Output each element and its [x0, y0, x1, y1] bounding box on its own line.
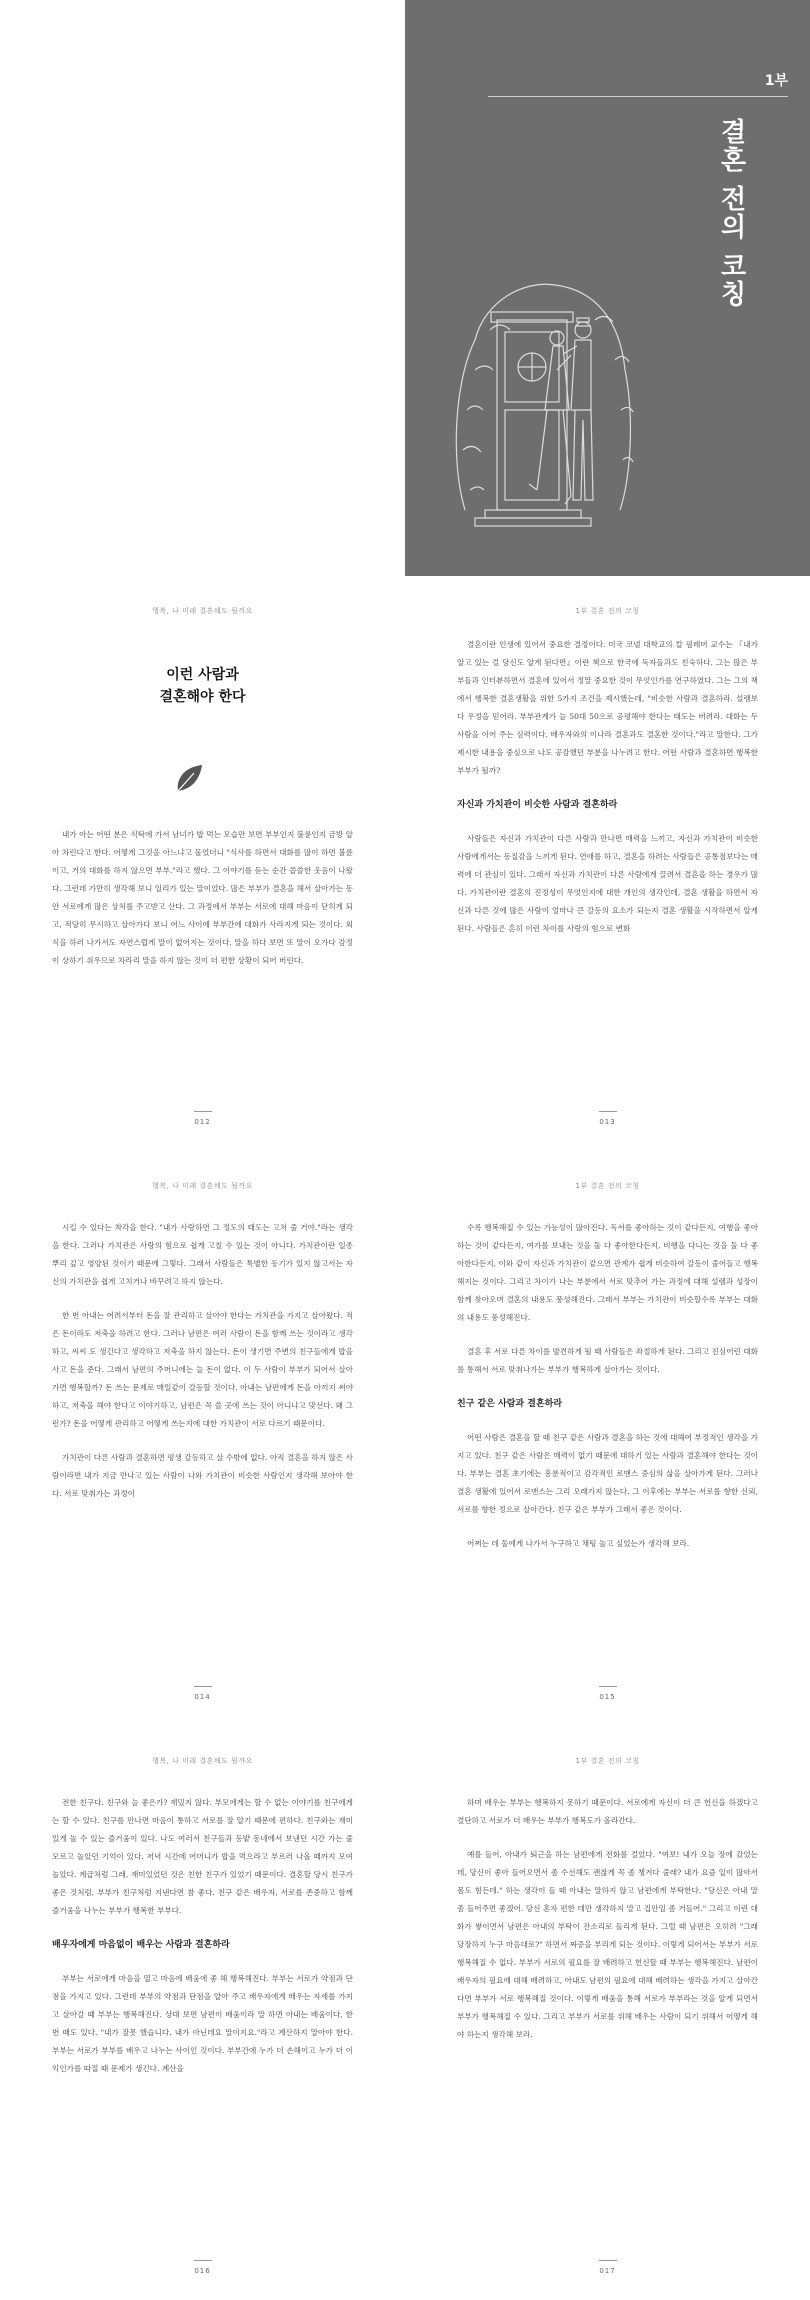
page-footer [0, 1686, 405, 1701]
chapter-title-line: 이런 사람과 [166, 667, 239, 683]
paragraph: 어쩌는 데 둘에게 나가서 누구하고 채팅 놀고 싶었는가 생각해 보라. [467, 1539, 690, 1548]
chapter-title [0, 664, 405, 708]
section-heading: 배우자에게 마음없이 배우는 사람과 결혼하라 [52, 1940, 230, 1950]
couple-at-door-illustration [445, 260, 645, 530]
part-label: 1부 [764, 73, 788, 89]
body-text [457, 636, 758, 954]
leaf-icon [172, 761, 208, 797]
paragraph: 부부는 서로에게 마음을 열고 마음에 배움에 좋 해 행복해진다. 부부는 서로가 약점과 단점을 가지고 있다. 그런데 부부의 약점과 단점을 알아 주고 배우자에게 배우는 자세를 가지고 살아갈 때 부부는 행복해진다. 상대 보면 남편이 배움이라 말 하면 아내는 배움이다, 한 번 때도 있다. "내가 잘못 했습니다. 내가 아닌데요 말이지요."라고 계산하지 말아야 한다. 부부는 서로가 부부를 배우고 나누는 사이인 것이다. 부부간에 누가 더 손해이고 누가 더 이익인가를 따질 때 문제가 생긴다. 계산을 [52, 1974, 353, 2073]
paragraph: 결혼이란 인생에 있어서 중요한 결정이다. 미국 코넬 대학교의 칼 필레머 교수는 『내가 알고 있는 걸 당신도 알게 된다면』이란 책으로 한국에 독자들과도 친숙하다. 그는 많은 부부들과 인터뷰하면서 결혼에 있어서 정말 중요한 것이 무엇인가를 연구하였다. 그는 그의 책에서 행복한 결혼생활을 위한 5가지 조건을 제시했는데, "비슷한 사람과 결혼하라. 설렘보다 우정을 믿어라. 부부관계가 늘 50대 50으로 공평해야 한다는 태도는 버려라. 대화는 두 사람을 이어 주는 심력이다. 배우자와의 이나라 결혼과도 결혼한 것이다."라고 말한다. 그가 제시한 내용을 중심으로 나도 공감했던 부분을 나누려고 한다. 어떤 사람과 결혼하면 행복한 부부가 될까? [457, 640, 758, 775]
page-016 [0, 1726, 405, 2300]
part-cover [405, 0, 810, 576]
paragraph: 가치관이 다른 사람과 결혼하면 평생 갈등하고 살 수밖에 없다. 아직 결혼을 하지 않은 사람이라면 내가 지금 만나고 있는 사람이 나와 가치관이 비슷한 사람인지 생각해 보아야 한다. 서로 맞춰가는 과정이 [52, 1453, 353, 1498]
page-013 [405, 576, 810, 1151]
footer-rule [599, 1686, 617, 1687]
body-text [52, 1219, 353, 1519]
footer-rule [194, 1111, 212, 1112]
paragraph: 전한 친구다. 친구와 늘 좋은가? 재밌지 않다. 부모에게는 할 수 없는 이야기를 친구에게는 할 수 있다. 친구를 만나면 마음이 통하고 서로를 잘 알기 때문에 편하다. 친구와는 재미있게 놀 수 있는 즐거움이 있다. 나도 여러서 친구들과 등밭 동네에서 보낸던 시간 가는 줄 모르고 놀았던 기억이 있다. 저녁 시간에 어머니가 밥을 먹으라고 부르러 나올 때까지 모여 놀았다. 계급처럼 그래, 재미있었던 것은 친한 친구가 있었기 때문이다. 결혼할 당시 친구가 좋은 것처럼, 부부가 친구처럼 지낸다면 참 좋다. 친구 같은 배우자, 서로를 존중하고 함께 즐거움을 나누는 부부가 행복한 부부다. [52, 1798, 353, 1915]
running-header: 행복, 나 미래 결혼해도 될까요 [152, 1757, 253, 1765]
running-header: 1부 결혼 전의 코칭 [575, 607, 640, 615]
page-number: 014 [194, 1693, 211, 1701]
paragraph: 사람들은 자신과 가치관이 다른 사람과 만나면 매력을 느끼고, 자신과 가치관이 비슷한 사람에게서는 동질감을 느끼게 된다. 연애를 하고, 결혼을 하려는 사람들은 공통점보다는 매력에 더 관심이 있다. 그래서 자신과 가치관이 다른 사람에게 끌려서 결혼을 하는 경우가 많다. 가치관이란 결혼의 진정성이 무엇인지에 대한 개인의 생각인데, 결혼 생활을 하면서 자신과 다른 것에 많은 사람이 얼마나 큰 갈등의 요소가 되는지 결혼 생활을 시작하면서 알게 된다. 사람들은 흔히 이런 차이를 사랑의 힘으로 변화 [457, 834, 758, 933]
blank-page [0, 0, 405, 576]
paragraph: 결혼 후 서로 다른 차이를 발견하게 될 때 사람들은 좌절하게 된다. 그리고 진심어린 대화를 통해서 서로 맞춰나가는 부부가 행복하게 살아가는 것이다. [457, 1347, 758, 1374]
paragraph: 하며 배우는 부부는 행복하지 못하기 때문이다. 서로에게 자신이 더 큰 헌신을 하겠다고 결단하고 서로가 더 배우는 부부가 행복도가 올라간다. [457, 1798, 758, 1825]
footer-rule [194, 2260, 212, 2261]
chapter-title-line: 결혼해야 한다 [159, 689, 246, 705]
paragraph: 예를 들어, 아내가 퇴근을 하는 남편에게 전화를 걸었다. "여보! 내가 오늘 장에 갔었는데, 당신이 좋아 들어오면서 좀 수선해도 괜찮게 꼭 좀 챙겨다 줄래? 내가 요즘 일이 많아서 몸도 힘든데." 하는 생각이 들 때 아내는 말하지 않고 남편에게 부탁한다. "당신은 아내 말 좀 들어주면 좋겠어. 당신 혼자 편한 데만 생각하지 말고 집안일 좀 거들어." 그리고 이런 대화가 쌓이면서 남편은 아내의 부탁이 잔소리로 들리게 된다. 그럴 때 남편은 오히려 "그래 당장하지 누구 마음대로?" 하면서 짜증을 부리게 되는 것이다. 이렇게 되어서는 부부가 서로 행복해질 수 없다. 부부가 서로의 필요를 잘 배려하고 헌신할 때 부부는 행복해진다. 남편이 배우자의 필요에 대해 배려하고, 아내도 남편의 필요에 대해 배려하는 생각을 가지고 살아간다면 부부가 서로 행복해질 것이다. 이렇게 배움을 통해 서로가 부부라는 것을 알게 되면서 부부가 행복해질 수 있다. 그리고 부부가 서로를 위해 배우는 사람이 되기 위해서 어떻게 해야 하는지 생각해 보라. [457, 1850, 758, 2039]
paragraph: 어떤 사람은 결혼을 할 때 친구 같은 사람과 결혼을 하는 것에 대해여 부정적인 생각을 가지고 있다. 친구 같은 사람은 매력이 없기 때문에 대하기 있는 사람과 결혼해야 한다는 것이다. 부부는 결혼 초기에는 흥분적이고 감각적인 로맨스 중심의 삶을 살아가게 된다. 그러나 결혼 생활에 있어서 로맨스는 그리 오래가지 않는다. 그 이후에는 부부는 서로를 향한 신뢰, 서로를 향한 정으로 살아간다. 친구 같은 부부가 그래서 좋은 것이다. [457, 1433, 758, 1514]
body-text [52, 1794, 353, 2094]
page-number: 017 [599, 2267, 616, 2275]
part-title: 결혼 전의 코칭 [716, 118, 746, 309]
page-number: 012 [194, 1118, 211, 1126]
page-015 [405, 1151, 810, 1726]
page-number: 016 [194, 2267, 211, 2275]
paragraph: 수록 행복해질 수 있는 가능성이 많아진다. 독서를 좋아하는 것이 같다든지, 여행을 좋아하는 것이 같다든지, 여가를 보내는 것을 둘 다 좋아한다든지, 비행을 다니는 것을 둘 다 좋아한다든지, 이와 같이 자신과 가치관이 같으면 관계가 쉽게 비슷하여 갈등이 줄어들고 행복해지는 것이다. 그리고 차이가 나는 부분에서 서로 맞추어 가는 과정에 대해 설렘과 성장이 함께 찾아오며 결혼의 내용도 풍성해진다. 그래서 부부는 가치관이 비슷할수록 부부는 대화의 내용도 풍성해진다. [457, 1223, 758, 1322]
section-heading: 친구 같은 사람과 결혼하라 [457, 1399, 563, 1409]
page-footer [405, 2260, 810, 2275]
running-header: 행복, 나 미래 결혼해도 될까요 [152, 607, 253, 615]
body-text [457, 1219, 758, 1569]
page-footer [405, 1111, 810, 1126]
paragraph: 내가 아는 어떤 분은 식탁에 가서 남녀가 밥 먹는 모습만 보면 부부인지 불륜인지 금방 알아 차린다고 한다. 어떻게 그것을 아느냐고 물었더니 "식사를 하면서 대화를 많이 하면 불륜이고, 거의 대화를 하지 않으면 부부."라고 했다. 그 이야기를 듣는 순간 씁쓸한 웃음이 나왔다. 그런데 가만히 생각해 보니 일리가 있는 말이었다. 많은 부부가 결혼을 해서 살아가는 동안 서로에게 많은 상처를 주고받고 산다. 그 과정에서 부부는 서로에 대해 마음이 닫히게 되고, 적당히 무시하고 살아가다 보니 어느 사이에 부부간에 대화가 사라지게 되는 것이다. 외식을 하러 나가서도 자연스럽게 말이 없어지는 것이다. 말을 하다 보면 또 말이 오가다 감정이 상하기 쉬우므로 차라리 말을 하지 않는 것이 더 편한 상황이 되어 버린다. [52, 830, 353, 965]
running-header: 1부 결혼 전의 코칭 [575, 1182, 640, 1190]
footer-rule [599, 1111, 617, 1112]
body-text [457, 1794, 758, 2060]
page-017 [405, 1726, 810, 2300]
page-number: 013 [599, 1118, 616, 1126]
body-text [52, 826, 353, 986]
paragraph: 한 번 아내는 어려서부터 돈을 잘 관리하고 살아야 한다는 가치관을 가지고 살아왔다. 적은 돈이라도 저축을 하려고 한다. 그러나 남편은 여러 사람이 돈을 함께 쓰는 것이라고 생각하고, 씨씨 도 생긴다고 생각하고 저축을 하지 않는다. 돈이 생기면 주변의 친구들에게 밥을 사고 돈을 준다. 그래서 남편의 주머니에는 늘 돈이 없다. 이 두 사람이 부부가 되어서 살아가면 행복할까? 돈 쓰는 문제로 매일같이 갈등할 것이다. 아내는 남편에게 돈을 아끼지 써야 하고, 저축을 해야 한다고 이야기하고, 남편은 꼭 쓸 곳에 쓰는 것이 아니냐고 맞선다. 왜 그런가? 돈을 어떻게 관리하고 어떻게 쓰는지에 대한 가치관이 서로 다르기 때문이다. [52, 1311, 353, 1428]
page-footer [0, 2260, 405, 2275]
page-012 [0, 576, 405, 1151]
page-footer [405, 1686, 810, 1701]
running-header: 1부 결혼 전의 코칭 [575, 1757, 640, 1765]
footer-rule [194, 1686, 212, 1687]
page-014 [0, 1151, 405, 1726]
page-number: 015 [599, 1693, 616, 1701]
running-header: 행복, 나 미래 결혼해도 될까요 [152, 1182, 253, 1190]
divider [488, 96, 788, 97]
footer-rule [599, 2260, 617, 2261]
paragraph: 시킬 수 있다는 착각을 한다. "내가 사랑하면 그 정도의 태도는 고쳐 줄 거야."라는 생각을 한다. 그러나 가치관은 사랑의 힘으로 쉽게 고칠 수 있는 것이 아니다. 가치관이란 일종 뿌리 깊고 영양된 것이기 때문에 그렇다. 그래서 사람들은 특별한 동기가 있지 않고서는 자신의 가치관을 쉽게 고치거나 바꾸려고 하지 않는다. [52, 1223, 353, 1286]
section-heading: 자신과 가치관이 비슷한 사람과 결혼하라 [457, 800, 618, 810]
page-footer [0, 1111, 405, 1126]
